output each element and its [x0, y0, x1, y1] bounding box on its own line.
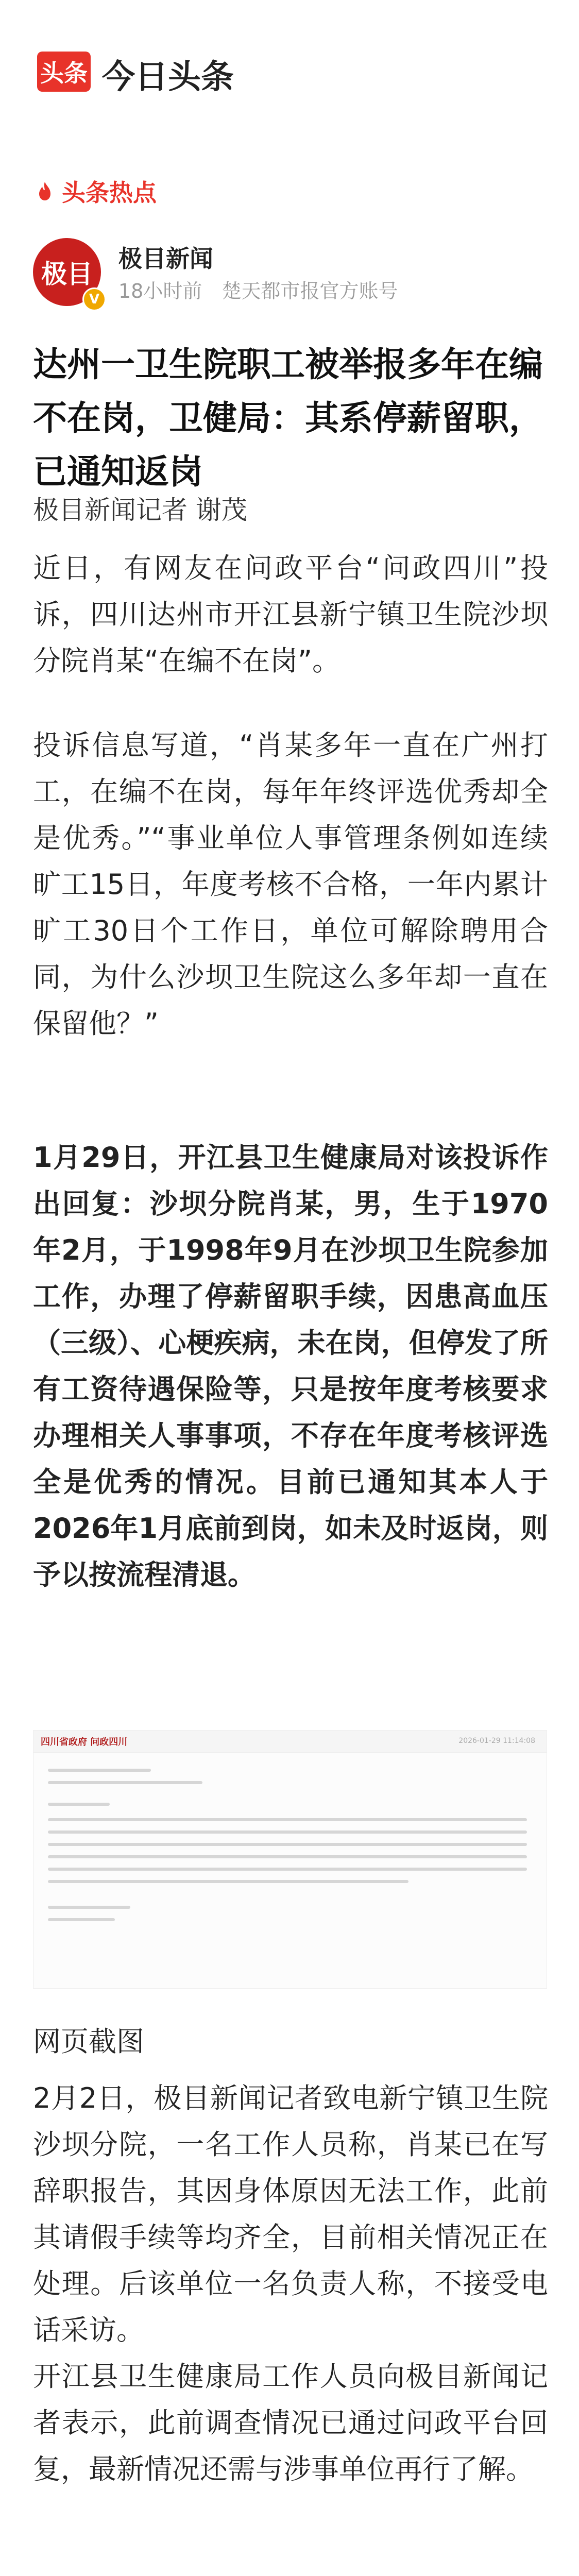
image-text-line [48, 1843, 527, 1846]
image-text-line [48, 1906, 130, 1909]
image-date: 2026-01-29 11:14:08 [458, 1737, 535, 1745]
article-paragraph: 1月29日，开江县卫生健康局对该投诉作出回复：沙坝分院肖某，男，生于1970年2月，于1998年9月在沙坝卫生院参加工作，办理了停薪留职手续，因患高血压（三级）、心梗疾病，未在岗，但停发了所有工资待遇保险等，只是按年度考核要求办理相关人事事项，不存在年度考核评选全是优秀的情况。目前已通知其本人于2026年1月底前到岗，如未及时返岗，则予以按流程清退。 [33, 1141, 548, 1591]
article-image[interactable] [33, 1730, 547, 1989]
image-text-line [48, 1818, 527, 1821]
section-label: 头条热点 [62, 179, 157, 207]
image-text-line [48, 1855, 527, 1858]
app-header [0, 0, 579, 96]
author-row[interactable] [33, 238, 548, 310]
verified-mark: V [89, 292, 100, 307]
app-name: 今日头条 [102, 58, 234, 96]
image-caption: 网页截图 [33, 2025, 144, 2058]
flame-icon [37, 181, 53, 201]
author-name[interactable]: 极目新闻 [118, 245, 213, 273]
article-paragraph: 近日，有网友在问政平台“问政四川”投诉，四川达州市开江县新宁镇卫生院沙坝分院肖某“在编不在岗”。 [33, 552, 548, 677]
image-text-line [48, 1803, 110, 1806]
image-text-line [48, 1868, 527, 1871]
publish-time: 18小时前 [118, 280, 202, 302]
article-paragraph: 2月2日，极目新闻记者致电新宁镇卫生院沙坝分院，一名工作人员称，肖某已在写辞职报告，其因身体原因无法工作，此前其请假手续等均齐全，目前相关情况正在处理。后该单位一名负责人称，不接受电话采访。 [33, 2082, 548, 2346]
article-headline: 达州一卫生院职工被举报多年在编不在岗，卫健局：其系停薪留职，已通知返岗 [33, 345, 543, 492]
image-text-line [48, 1918, 115, 1921]
app-logo [37, 52, 91, 92]
author-description: 楚天都市报官方账号 [222, 280, 398, 302]
image-site-name: 四川省政府 问政四川 [41, 1737, 128, 1748]
image-header-bar [33, 1731, 547, 1753]
image-text-line [48, 1831, 527, 1834]
section-header[interactable] [37, 174, 157, 208]
article-paragraph: 开江县卫生健康局工作人员向极目新闻记者表示，此前调查情况已通过问政平台回复，最新情况还需与涉事单位再行了解。 [33, 2360, 548, 2485]
image-text-line [48, 1781, 202, 1784]
article-paragraph: 投诉信息写道，“肖某多年一直在广州打工，在编不在岗，每年年终评选优秀却全是优秀。”“事业单位人事管理条例如连续旷工15日，年度考核不合格，一年内累计旷工30日个工作日，单位可解除聘用合同，为什么沙坝卫生院这么多年却一直在保留他？” [33, 729, 548, 1040]
app-logo-text: 头条 [40, 59, 88, 87]
author-meta [118, 275, 411, 303]
avatar-text: 极目 [41, 259, 93, 289]
article-byline: 极目新闻记者 谢茂 [33, 495, 247, 525]
image-text-line [48, 1880, 408, 1883]
verified-badge [82, 287, 106, 311]
image-text-line [48, 1769, 151, 1772]
